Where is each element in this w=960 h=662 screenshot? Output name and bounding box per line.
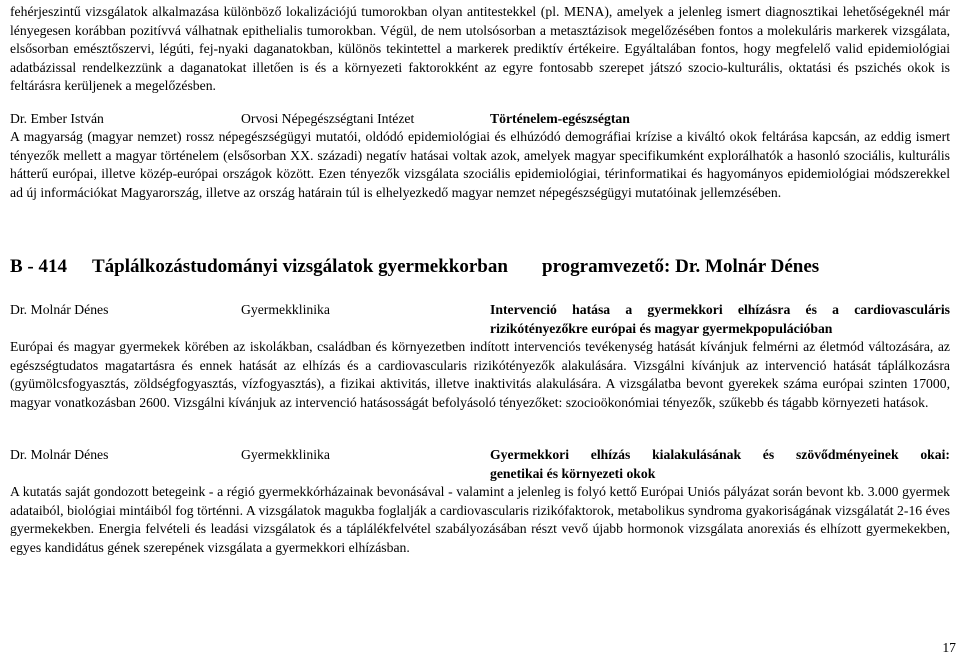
entry-header xyxy=(10,446,950,483)
entry-institute: Orvosi Népegészségtani Intézet xyxy=(241,110,415,126)
entry-header xyxy=(10,301,950,338)
section-name: Táplálkozástudományi vizsgálatok gyermekkorban xyxy=(92,256,508,277)
page-number: 17 xyxy=(942,640,956,655)
entry-title-line1: Intervenció hatása a gyermekkori elhízásra és a cardiovasculáris xyxy=(490,302,950,317)
entry-title xyxy=(490,301,950,338)
intro-paragraph: fehérjeszintű vizsgálatok alkalmazása különböző lokalizációjú tumorokban olyan antitestekkel (pl. MENA), amelyek a jelenleg ismert diagnosztikai lehetőségeknél már lényegesen korábban pozitívvá válhatnak epithelialis tumorokban. Végül, de nem utolsósorban a metasztázisok megelőzésében fontos a molekuláris markerek vizsgálata, elsősorban emésztőszervi, légúti, fej-nyaki daganatokban, különös tekintettel a markerek prediktív értékeire. Egyáltalában fontos, hogy megfelelő valid epidemiológiai adatbázissal rendelkezzünk a daganatokat illetően is és a környezeti faktorokként az egyre fontosabb szerepet játszó szocio-kulturális, oktatási és pszichés okok is feltárásra kerüljenek a megelőzésben. xyxy=(10,4,950,93)
section-leader: programvezető: Dr. Molnár Dénes xyxy=(542,256,820,277)
entry-institute: Gyermekklinika xyxy=(241,302,330,317)
entry-molnar-1 xyxy=(10,301,950,412)
section-heading xyxy=(10,255,950,279)
entry-author: Dr. Molnár Dénes xyxy=(10,302,109,317)
section-code: B - 414 xyxy=(10,256,67,277)
entry-title-line2: genetikai és környezeti okok xyxy=(490,465,656,481)
entry-body: A magyarság (magyar nemzet) rossz népegészségügyi mutatói, oldódó epidemiológiai és elhúzódó demográfiai krízise a kiváltó okok feltárása kapcsán, az eddig ismert tényezők mellett a magyar történelem (elsősorban XX. századi) negatív hatásai voltak azok, amelyek magyar specifikumként explorálhatók a hasonló szociális, kulturális hátterű európai, illetve közép-európai országok között. Ezen tényezők vizsgálata szociális epidemiológiai, térinformatikai és hagyományos epidemiológiai módszerekkel ad új információkat Magyarország, illetve az ország határain túl is elhelyezkedő magyar nemzet népegészségügyi mutatóinak jellemzésében. xyxy=(10,129,950,200)
entry-author: Dr. Ember István xyxy=(10,110,104,126)
entry-ember xyxy=(10,110,950,203)
document-page xyxy=(10,3,950,557)
entry-title-line2: rizikótényezőkre európai és magyar gyermekpopulációban xyxy=(490,320,833,336)
entry-institute: Gyermekklinika xyxy=(241,447,330,462)
entry-title-line1: Gyermekkori elhízás kialakulásának és szövődményeinek okai: xyxy=(490,447,950,462)
entry-author: Dr. Molnár Dénes xyxy=(10,447,109,462)
entry-title xyxy=(490,446,950,483)
entry-molnar-2 xyxy=(10,446,950,557)
entry-body: Európai és magyar gyermekek körében az iskolákban, családban és környezetben indított intervenciós tevékenység hatását kívánjuk felmérni az életmód változására, az egészségtudatos magatartásra és ennek hatását az elhízás és a cardiovascularis rizikótényezők alakulására. Vizsgálni kívánjuk az intervenció hatását táplálkozásra (gyümölcsfogyasztás, zöldségfogyasztás, vízfogyasztás), a fizikai aktivitás, illetve inaktivitás alakulására. A vizsgálatba bevont gyerekek száma európai szinten 17000, magyar vonatkozásban 2600. Vizsgálni kívánjuk az intervenció hatásosságát befolyásoló tényezőket: szocioökonómiai tényezők, szűkebb és tágabb környezeti hatások. xyxy=(10,339,950,410)
entry-body: A kutatás saját gondozott betegeink - a régió gyermekkórházainak bevonásával - valamint a jelenleg is folyó kettő Európai Uniós pályázat során bevont kb. 3.000 gyermek adataiból, biológiai mintáiból fog történni. A vizsgálatok magukba foglalják a cardiovascularis rizikófaktorok, metabolikus syndroma gyakoriságának vizsgálatát 2-16 éves gyermekekben. Energia felvételi és leadási vizsgálatok és a táplálékfelvétel szabályozásában részt vevő újabb hormonok vizsgálata anorexiás és elhízott gyermekekben, egyes kandidátus gének szerepének vizsgálata a gyermekkori elhízásban. xyxy=(10,484,950,555)
entry-title: Történelem-egészségtan xyxy=(490,110,630,126)
entry-header xyxy=(10,110,950,129)
